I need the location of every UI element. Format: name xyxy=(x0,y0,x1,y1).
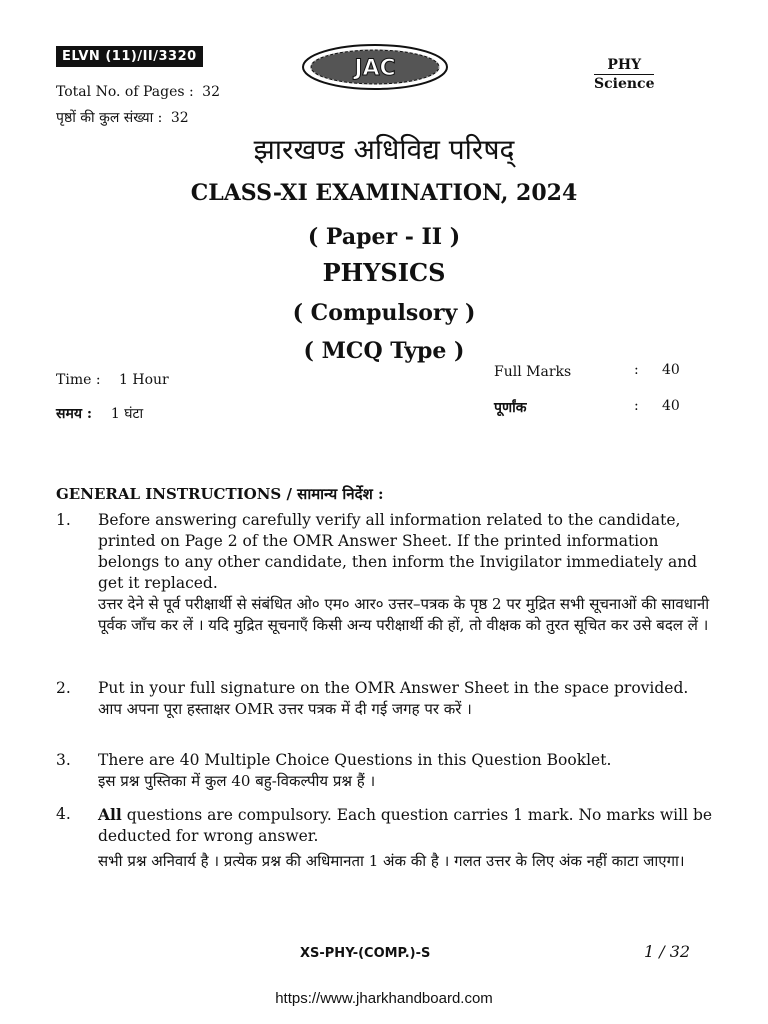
time-value: 1 Hour xyxy=(119,372,169,388)
instruction-number: 4. xyxy=(56,805,71,823)
marks-sep: : xyxy=(634,362,639,378)
total-pages-hi xyxy=(56,108,189,127)
compulsory-label: ( Compulsory ) xyxy=(292,300,476,326)
marks-sep-hi: : xyxy=(634,398,639,414)
time-row xyxy=(56,372,169,388)
instruction-text-en xyxy=(98,804,716,847)
marks-value: 40 xyxy=(662,362,680,378)
instruction-item-2 xyxy=(56,678,716,720)
time-value-hi: 1 घंटा xyxy=(110,406,144,422)
total-pages-hi-value: 32 xyxy=(170,110,189,126)
svg-text:JAC: JAC xyxy=(354,56,396,81)
instruction-number: 3. xyxy=(56,751,71,769)
total-pages-en-value: 32 xyxy=(202,84,220,100)
jac-logo xyxy=(300,42,450,92)
exam-title: CLASS-XI EXAMINATION, 2024 xyxy=(190,180,578,206)
time-label-hi: समय : xyxy=(56,406,92,422)
source-url: https://www.jharkhandboard.com xyxy=(275,990,493,1007)
instruction-text-hi: सभी प्रश्न अनिवार्य है । प्रत्येक प्रश्न की अधिमानता 1 अंक की है । गलत उत्तर के लिए अंक नहीं काटा जाएगा। xyxy=(98,852,685,870)
total-pages-en-label: Total No. of Pages : xyxy=(56,84,194,100)
instruction-text-hi: आप अपना पूरा हस्ताक्षर OMR उत्तर पत्रक में दी गई जगह पर करें । xyxy=(98,700,472,718)
marks-value-hi: 40 xyxy=(662,398,680,414)
mcq-type-label: ( MCQ Type ) xyxy=(303,338,465,364)
time-label: Time : xyxy=(56,372,101,388)
subject-title: PHYSICS xyxy=(322,258,446,287)
instruction-text-hi: इस प्रश्न पुस्तिका में कुल 40 बहु-विकल्पीय प्रश्न हैं । xyxy=(98,772,376,790)
paper-number: ( Paper - II ) xyxy=(307,224,461,250)
instruction-emphasis: All xyxy=(98,805,122,824)
subject-stream: Science xyxy=(594,76,655,92)
marks-label: Full Marks xyxy=(494,364,572,380)
instruction-number: 2. xyxy=(56,679,71,697)
board-name-hindi: झारखण्ड अधिविद्य परिषद् xyxy=(253,133,515,166)
instruction-text-hi: उत्तर देने से पूर्व परीक्षार्थी से संबंधित ओ० एम० आर० उत्तर–पत्रक के पृष्ठ 2 पर मुद्रित सभी सूचनाओं की सावधानी पूर्वक जाँच कर लें । यदि मुद्रित सूचनाएँ किसी अन्य परीक्षार्थी की हों, तो वीक्षक को तुरत सूचित कर उसे बदल लें । xyxy=(98,595,710,634)
subject-code: PHY xyxy=(594,56,654,75)
instruction-item-1 xyxy=(56,510,716,636)
instruction-text-en: Put in your full signature on the OMR Answer Sheet in the space provided. xyxy=(98,679,689,697)
total-pages-en xyxy=(56,84,220,100)
total-pages-hi-label: पृष्ठों की कुल संख्या : xyxy=(56,110,163,126)
footer-paper-code: XS-PHY-(COMP.)-S xyxy=(300,946,431,961)
paper-code: ELVN (11)/II/3320 xyxy=(56,46,203,67)
instruction-item-4 xyxy=(56,804,716,872)
instruction-number: 1. xyxy=(56,511,71,529)
time-row-hi xyxy=(56,404,143,423)
instruction-text-en: Before answering carefully verify all information related to the candidate, printed on Page 2 of the OMR Answer Sheet. If the printed information belongs to any other candidate, then inform the Invigilator immediately and get it replaced. xyxy=(98,511,698,592)
instruction-text-en-rest: questions are compulsory. Each question carries 1 mark. No marks will be deducted for wrong answer. xyxy=(98,806,713,845)
marks-label-hi: पूर्णांक xyxy=(494,400,527,416)
page-number: 1 / 32 xyxy=(644,942,691,961)
instructions-heading: GENERAL INSTRUCTIONS / सामान्य निर्देश : xyxy=(56,485,384,503)
instruction-item-3 xyxy=(56,750,716,792)
instruction-text-en: There are 40 Multiple Choice Questions in this Question Booklet. xyxy=(98,751,612,769)
subject-tag xyxy=(594,56,654,93)
